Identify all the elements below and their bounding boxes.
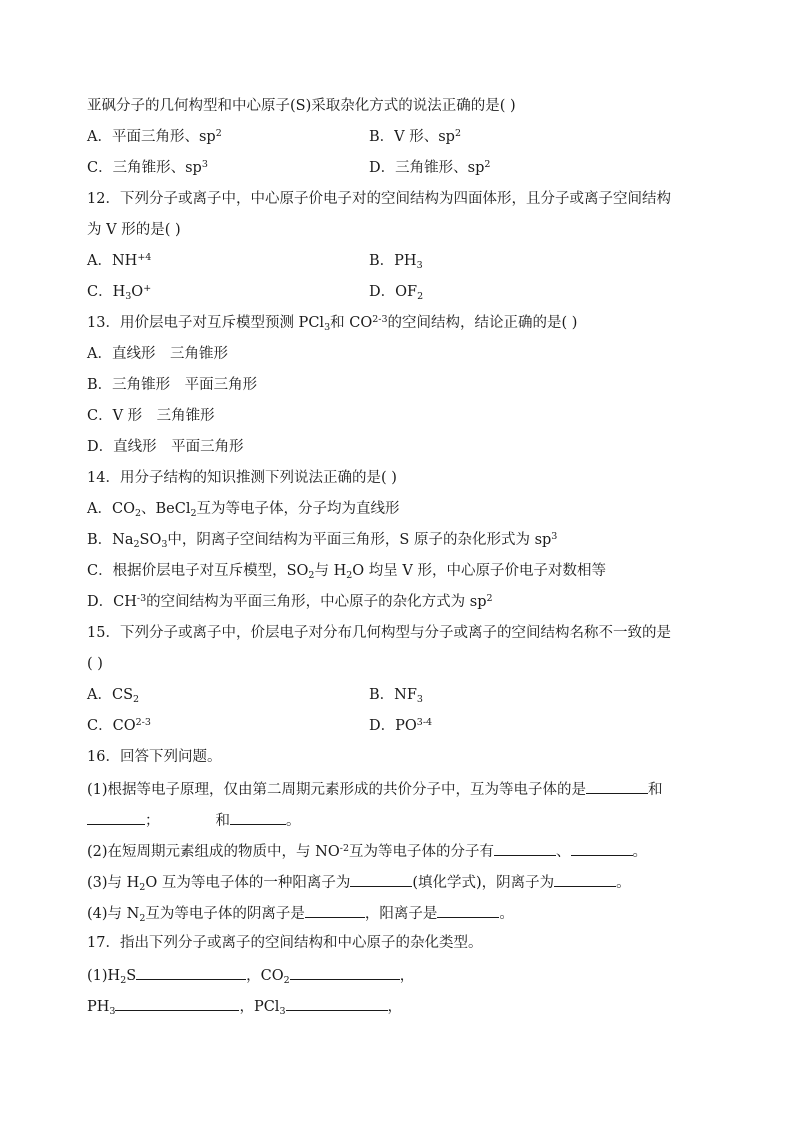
answer-blank[interactable] xyxy=(350,869,412,887)
q17-stem: 17．指出下列分子或离子的空间结构和中心原子的杂化类型。 xyxy=(87,935,483,951)
answer-blank[interactable] xyxy=(305,900,365,918)
q14-option-b: B．$Na_2SO_3$中，阴离子空间结构为平面三角形，S 原子的杂化形式为 $sp^3$ xyxy=(87,531,558,550)
answer-blank[interactable] xyxy=(230,807,286,825)
q16-stem: 16．回答下列问题。 xyxy=(87,749,222,765)
q16-part3: (3)与 $H_2O$ 互为等电子体的一种阳离子为 (填化学式)，阴离子为 。 xyxy=(87,869,727,900)
q14-option-a: A．$CO_2$、BeCl$_2$互为等电子体，分子均为直线形 xyxy=(87,501,400,519)
q16-part1-line2: ； 和 。 xyxy=(87,807,727,838)
q15-option-d: D．PO$^{3-4}$ xyxy=(369,717,433,734)
answer-blank[interactable] xyxy=(571,838,633,856)
q12-options-ab xyxy=(87,249,727,280)
q12-stem-line1: 12．下列分子或离子中，中心原子价电子对的空间结构为四面体形，且分子或离子空间结构 xyxy=(87,191,671,207)
answer-blank[interactable] xyxy=(115,993,239,1011)
q13-stem: 13．用价层电子对互斥模型预测 PCl$_3$和 CO$^{2-3}$的空间结构，结论正确的是( ) xyxy=(87,314,578,333)
q16-part1-line1: (1)根据等电子原理，仅由第二周期元素形成的共价分子中，互为等电子体的是 和 xyxy=(87,776,727,807)
q12-option-a: A．$NH^{+4}$ xyxy=(87,252,152,269)
q11-option-d: D．三角锥形、$sp^2$ xyxy=(369,159,491,176)
q11-options-cd xyxy=(87,156,727,187)
q12-option-d: D．$OF_2$ xyxy=(369,284,424,302)
q11-options-ab xyxy=(87,125,727,156)
q17-line2: $PH_3$ ，PCl$_3$ ， xyxy=(87,993,727,1024)
q17-line1: $(1)H_2S$ ，$CO_2$ ， xyxy=(87,962,727,993)
q11-option-a: A．平面三角形、$sp^2$ xyxy=(87,128,222,145)
q13-option-c: C．V 形 三角锥形 xyxy=(87,408,215,424)
q15-options-cd xyxy=(87,714,727,745)
q12-stem-line2: 为 V 形的是( ) xyxy=(87,222,181,238)
q14-option-c: C．根据价层电子对互斥模型，$SO_2$与 $H_2O$ 均呈 V 形，中心原子价电子对数相等 xyxy=(87,563,606,581)
q11-stem-text: 亚砜分子的几何构型和中心原子(S)采取杂化方式的说法正确的是( ) xyxy=(87,98,516,114)
q15-option-b: B．$NF_3$ xyxy=(369,687,423,705)
answer-blank[interactable] xyxy=(437,900,499,918)
q16-part4: (4)与 $N_2$互为等电子体的阴离子是 ，阳离子是 。 xyxy=(87,900,727,931)
q16-part2: (2)在短周期元素组成的物质中，与 $NO^{-2}$互为等电子体的分子有 、 。 xyxy=(87,838,727,869)
q15-option-a: A．$CS_2$ xyxy=(87,687,140,705)
q15-stem-line2: ( ) xyxy=(87,656,103,672)
answer-blank[interactable] xyxy=(586,776,648,794)
q11-stem xyxy=(87,94,727,125)
answer-blank[interactable] xyxy=(87,807,145,825)
q13-option-b: B．三角锥形 平面三角形 xyxy=(87,377,258,393)
q13-option-d: D．直线形 平面三角形 xyxy=(87,439,244,455)
answer-blank[interactable] xyxy=(554,869,616,887)
q15-option-c: C．CO$^{2-3}$ xyxy=(87,717,151,734)
q12-option-b: B．$PH_3$ xyxy=(369,253,423,271)
answer-blank[interactable] xyxy=(286,993,388,1011)
worksheet-page xyxy=(87,94,727,1024)
q14-stem: 14．用分子结构的知识推测下列说法正确的是( ) xyxy=(87,470,397,486)
q15-stem-line1: 15．下列分子或离子中，价层电子对分布几何构型与分子或离子的空间结构名称不一致的是 xyxy=(87,625,671,641)
q12-options-cd xyxy=(87,280,727,311)
q13-option-a: A．直线形 三角锥形 xyxy=(87,346,228,362)
q14-option-d: D．$CH^{-3}$的空间结构为平面三角形，中心原子的杂化方式为 $sp^2$ xyxy=(87,593,493,610)
answer-blank[interactable] xyxy=(494,838,556,856)
q11-option-b: B．V 形、$sp^2$ xyxy=(369,128,462,145)
q11-option-c: C．三角锥形、$sp^3$ xyxy=(87,159,208,176)
answer-blank[interactable] xyxy=(136,962,246,980)
answer-blank[interactable] xyxy=(290,962,400,980)
q15-options-ab xyxy=(87,683,727,714)
q12-option-c: C．$H_3O^+$ xyxy=(87,283,152,302)
